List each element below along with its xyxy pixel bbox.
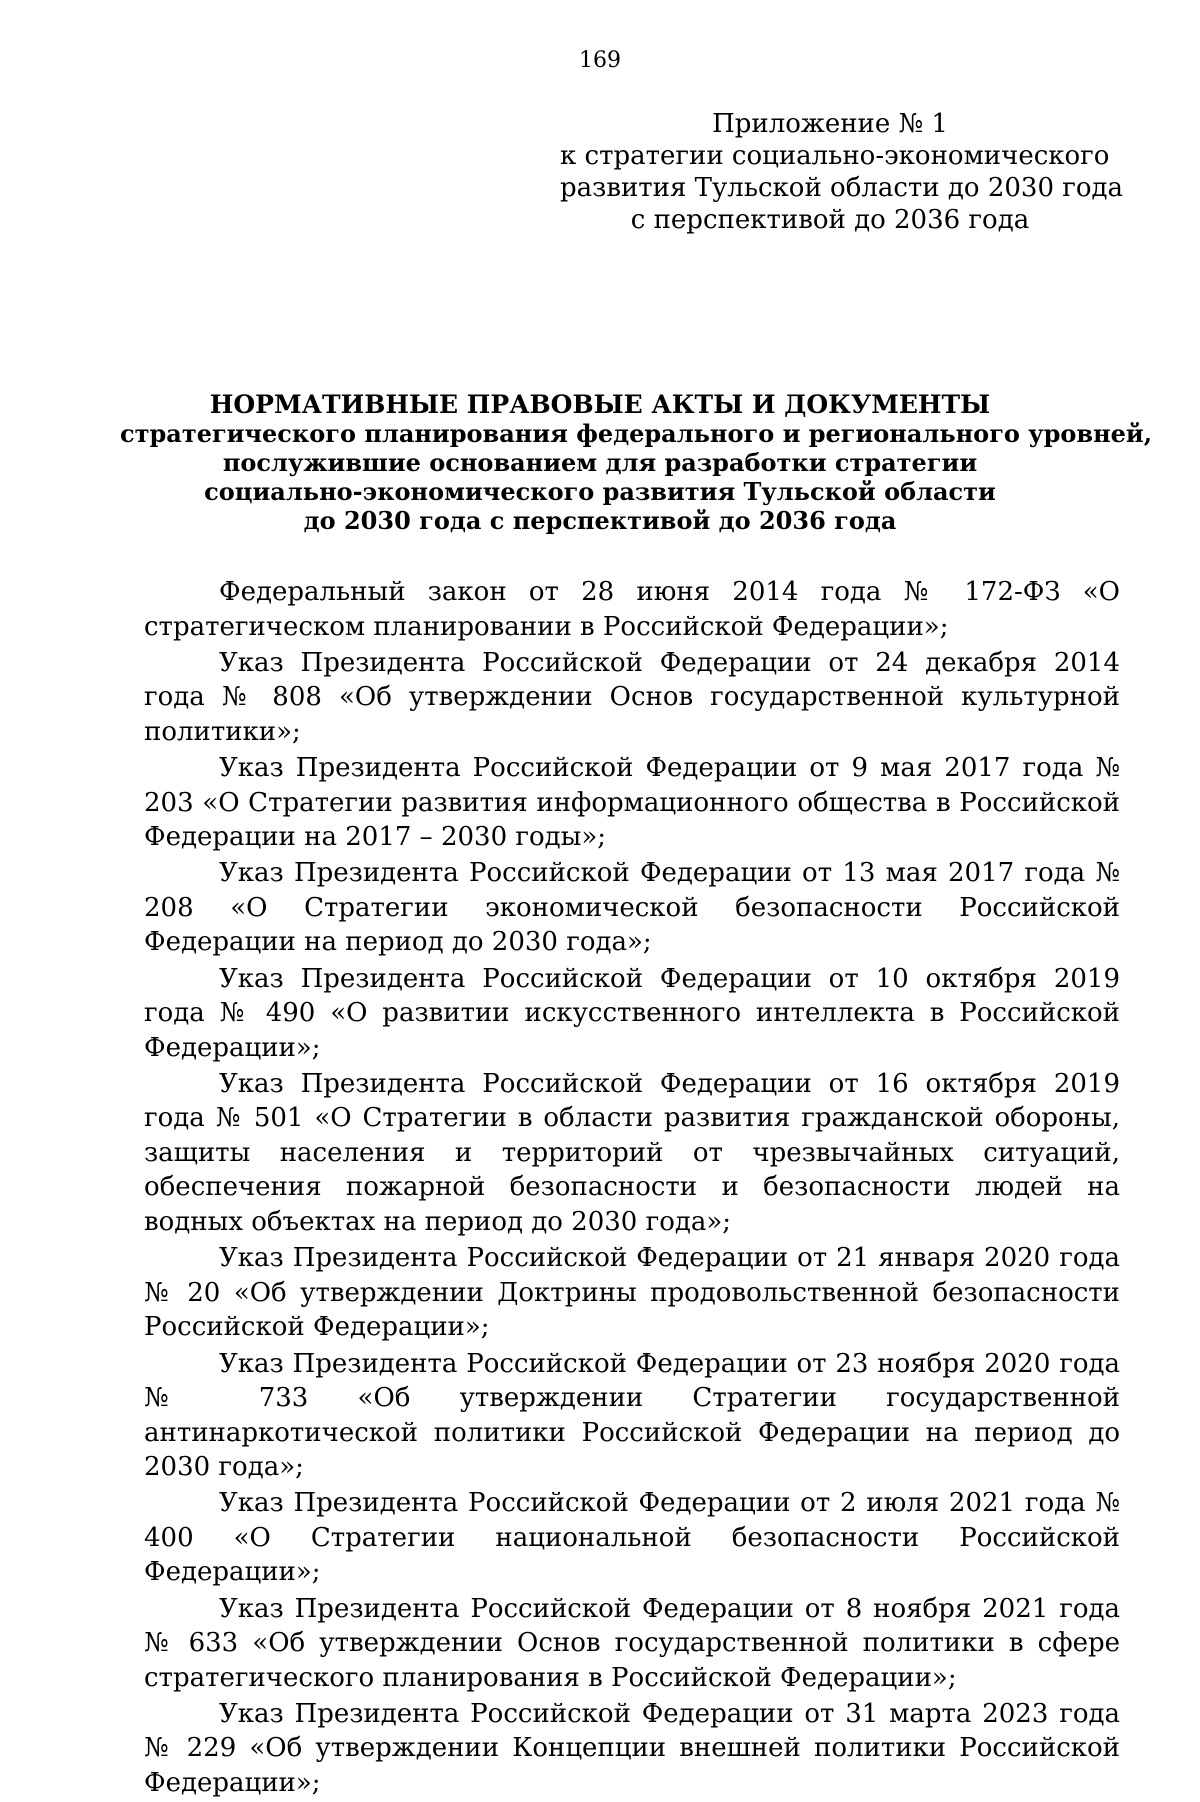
act-paragraph: Указ Президента Российской Федерации от 23 ноября 2020 года № 733 «Об утверждении Стратегии государственной антинаркотической политики Российской Федерации на период до 2030 года»; — [144, 1348, 1120, 1483]
appendix-line: с перспективой до 2036 года — [630, 205, 1030, 235]
appendix-line: Приложение № 1 — [712, 109, 948, 139]
document-title — [120, 390, 1153, 535]
act-paragraph: Указ Президента Российской Федерации от 31 марта 2023 года № 229 «Об утверждении Концепции внешней политики Российской Федерации»; — [144, 1698, 1120, 1798]
page-number: 169 — [579, 48, 621, 73]
appendix-header — [560, 108, 1124, 236]
title-line: послужившие основанием для разработки стратегии — [222, 448, 978, 477]
act-paragraph: Указ Президента Российской Федерации от 13 мая 2017 года № 208 «О Стратегии экономической безопасности Российской Федерации на период до 2030 года»; — [144, 858, 1120, 958]
appendix-line: к стратегии социально-экономического — [560, 141, 1110, 171]
act-paragraph: Указ Президента Российской Федерации от 10 октября 2019 года № 490 «О развитии искусственного интеллекта в Российской Федерации»; — [144, 963, 1120, 1063]
act-paragraph: Указ Президента Российской Федерации от 16 октября 2019 года № 501 «О Стратегии в области развития гражданской обороны, защиты населения и территорий от чрезвычайных ситуаций, обеспечения пожарной безопасности и безопасности людей на водных объектах на период до 2030 года»; — [144, 1068, 1120, 1237]
act-paragraph: Указ Президента Российской Федерации от 24 декабря 2014 года № 808 «Об утверждении Основ государственной культурной политики»; — [144, 647, 1120, 747]
acts-list — [144, 575, 1120, 1802]
act-paragraph: Указ Президента Российской Федерации от 8 ноября 2021 года № 633 «Об утверждении Основ государственной политики в сфере стратегического планирования в Российской Федерации»; — [144, 1593, 1120, 1693]
title-line: социально-экономического развития Тульской области — [204, 477, 996, 506]
appendix-line: развития Тульской области до 2030 года — [560, 173, 1124, 203]
title-line: до 2030 года с перспективой до 2036 года — [303, 506, 897, 535]
act-paragraph: Федеральный закон от 28 июня 2014 года № 172-ФЗ «О стратегическом планировании в Российской Федерации»; — [144, 577, 1120, 642]
title-line: стратегического планирования федерального и регионального уровней, — [120, 419, 1153, 448]
act-paragraph: Указ Президента Российской Федерации от 21 января 2020 года № 20 «Об утверждении Доктрины продовольственной безопасности Российской Федерации»; — [144, 1243, 1120, 1343]
act-paragraph: Указ Президента Российской Федерации от 2 июля 2021 года № 400 «О Стратегии национальной безопасности Российской Федерации»; — [144, 1488, 1120, 1588]
title-main: НОРМАТИВНЫЕ ПРАВОВЫЕ АКТЫ И ДОКУМЕНТЫ — [209, 390, 991, 419]
act-paragraph: Указ Президента Российской Федерации от 9 мая 2017 года № 203 «О Стратегии развития информационного общества в Российской Федерации на 2017 – 2030 годы»; — [144, 753, 1120, 853]
